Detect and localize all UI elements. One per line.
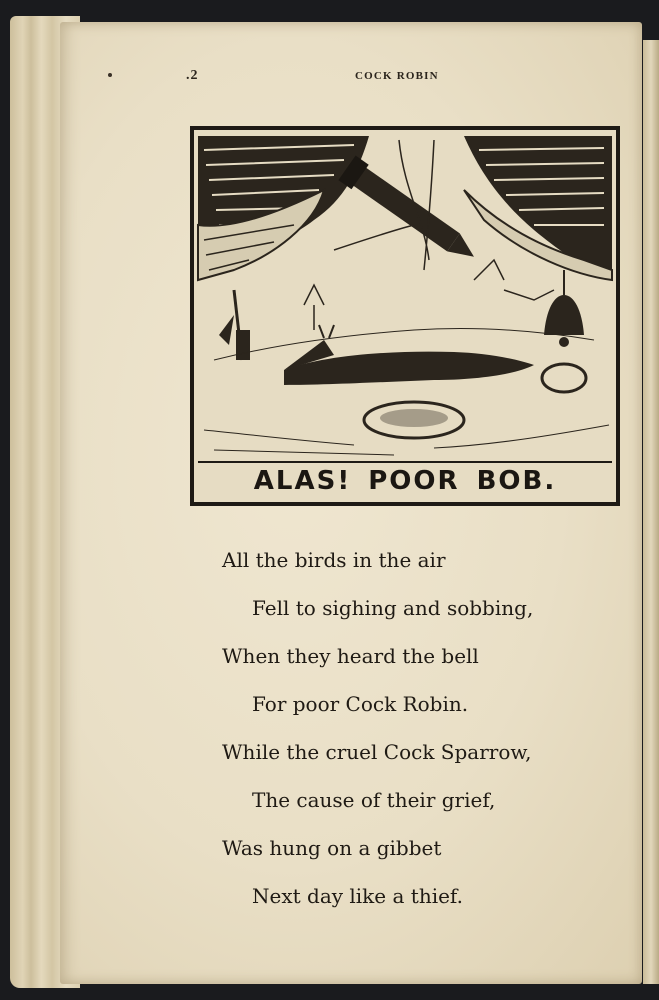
basket <box>542 364 586 392</box>
woodcut-drawing <box>194 130 616 502</box>
ink-speck <box>108 73 112 77</box>
falling-arrow <box>338 156 482 269</box>
page-number: .2 <box>186 68 199 83</box>
poem-line-2: Fell to sighing and sobbing, <box>252 596 534 620</box>
poem-line-6: The cause of their grief, <box>252 788 496 812</box>
poem-line-7: Was hung on a gibbet <box>222 836 442 860</box>
running-title: COCK ROBIN <box>355 70 439 82</box>
poem-line-1: All the birds in the air <box>222 548 446 572</box>
poem-line-8: Next day like a thief. <box>252 884 463 908</box>
poem-line-4: For poor Cock Robin. <box>252 692 469 716</box>
facing-page-edge <box>643 40 659 984</box>
woodcut-illustration <box>190 126 620 506</box>
illustration-caption: ALAS! POOR BOB. <box>253 466 557 496</box>
poem-line-5: While the cruel Cock Sparrow, <box>222 740 532 764</box>
shovel <box>219 290 250 360</box>
poem-line-3: When they heard the bell <box>222 644 479 668</box>
